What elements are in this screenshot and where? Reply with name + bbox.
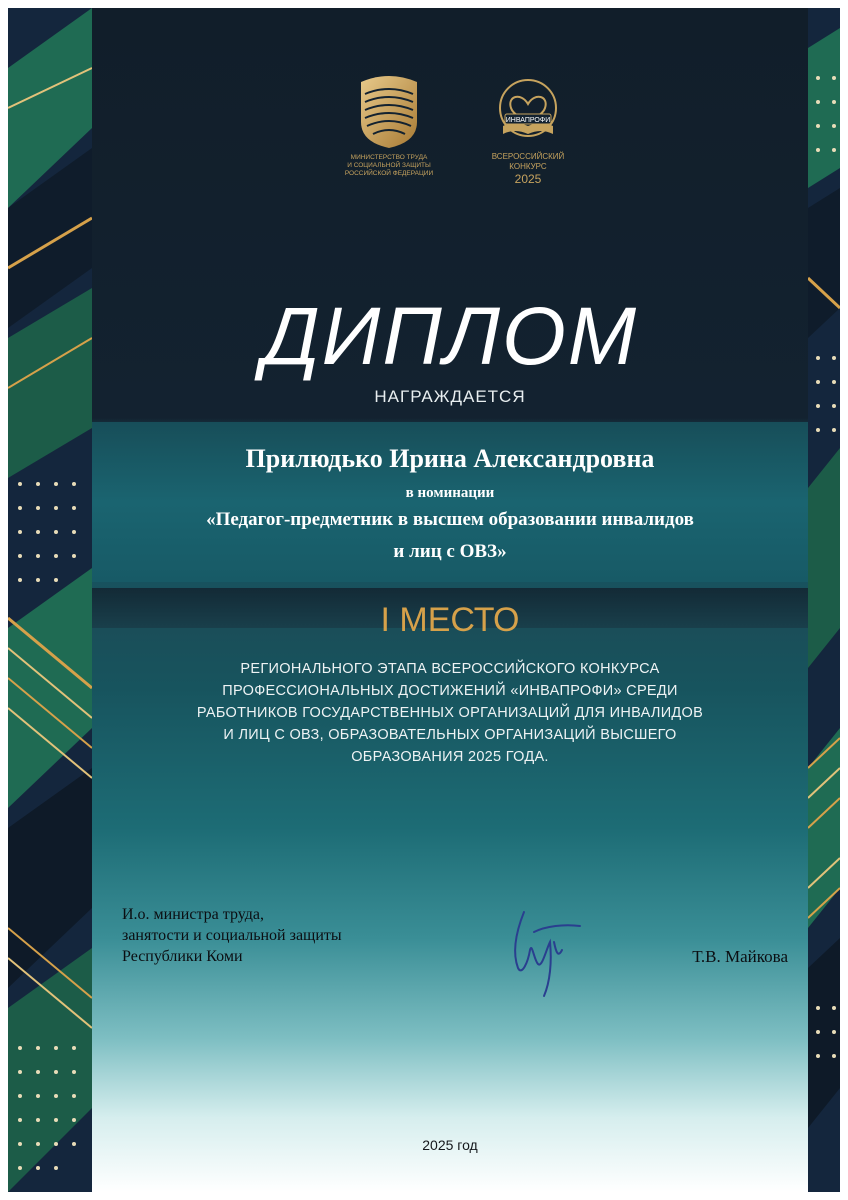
competition-year: 2025 [514,172,542,186]
ministry-emblem-icon [357,72,421,148]
nomination-label: в номинации [405,485,495,501]
recipient-name: Прилюдько Ирина Александровна [245,444,655,473]
ministry-caption-line: И СОЦИАЛЬНОЙ ЗАЩИТЫ [347,162,431,169]
awarded-label: НАГРАЖДАЕТСЯ [374,387,526,406]
ministry-caption [314,154,464,178]
place-title: I МЕСТО [380,601,520,639]
diploma-title: ДИПЛОМ [261,291,639,382]
signatory-position-line: занятости и социальной защиты [122,927,342,944]
signatory-position-line: Республики Коми [122,948,243,965]
nomination-title-line: и лиц с ОВЗ» [393,541,507,562]
competition-caption-line: ВСЕРОССИЙСКИЙ [491,152,565,161]
signatory-position-line: И.о. министра труда, [122,906,264,923]
nomination-title-line: «Педагог-предметник в высшем образовании инвалидов [206,509,694,530]
competition-badge-text: ИНВАПРОФИ [505,117,551,124]
ministry-logo [314,72,464,202]
ministry-caption-line: МИНИСТЕРСТВО ТРУДА [350,154,428,161]
diploma-frame [8,8,840,1192]
signatory-position [122,904,442,967]
competition-logo [468,74,588,204]
competition-caption-line: КОНКУРС [509,162,547,171]
heart-book-icon [491,74,565,148]
footer-year: 2025 год [422,1137,478,1153]
award-description: РЕГИОНАЛЬНОГО ЭТАПА ВСЕРОССИЙСКОГО КОНКУРСА ПРОФЕССИОНАЛЬНЫХ ДОСТИЖЕНИЙ «ИНВАПРОФИ» СРЕДИ РАБОТНИКОВ ГОСУДАРСТВЕННЫХ ОРГАНИЗАЦИЙ ДЛЯ ИНВАЛИДОВ И ЛИЦ С ОВЗ, ОБРАЗОВАТЕЛЬНЫХ ОРГАНИЗАЦИЙ ВЫСШЕГО ОБРАЗОВАНИЯ 2025 ГОДА. [196,661,704,765]
competition-caption [468,152,588,186]
handwritten-signature [494,902,594,1002]
signatory-name: Т.В. Майкова [692,947,788,966]
ministry-caption-line: РОССИЙСКОЙ ФЕДЕРАЦИИ [344,170,434,177]
